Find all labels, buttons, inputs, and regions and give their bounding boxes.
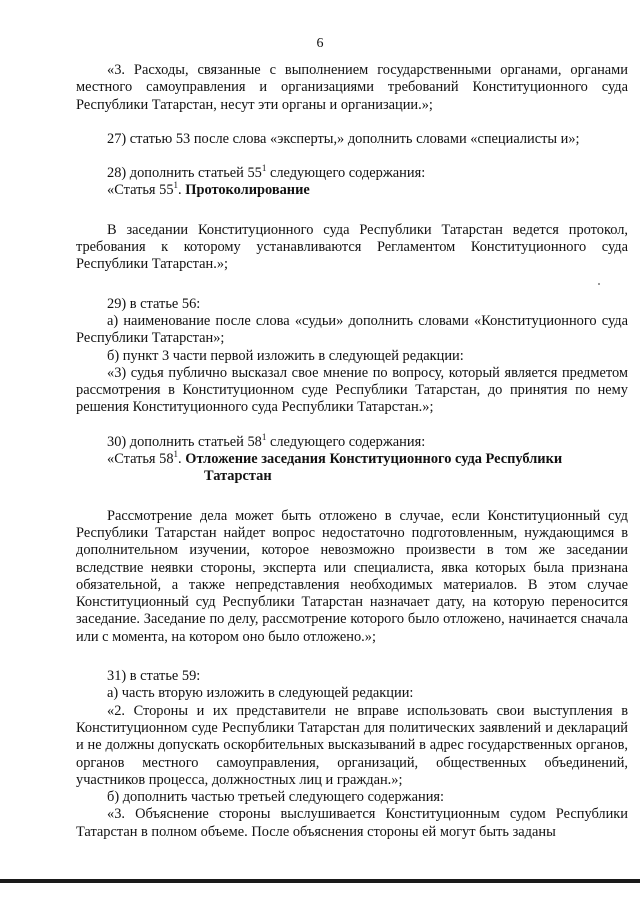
article-58-text: Рассмотрение дела может быть отложено в случае, если Конституционный суд Республики Татарстан найдет вопрос недостаточно подготовленным, нуждающимся в дополнительном изучении, которое невозможно произвести в том же заседании вследствие неявки стороны, эксперта или специалиста, явка которых была признана обязательной, а также непредставления необходимых материалов. В этом случае Конституционный суд Республики Татарстан назначает дату, на которую переносится заседание. Заседание по делу, рассмотрение которого было отложено, начинается сначала или с момента, на котором оно было отложено.»; — [76, 507, 628, 645]
paragraph-expenses: «3. Расходы, связанные с выполнением государственными органами, органами местного самоуправления и организациями требований Конституционного суда Республики Татарстан, несут эти органы и организации.»; — [76, 62, 628, 113]
item-31-b: б) дополнить частью третьей следующего содержания: — [107, 789, 445, 806]
item-30: 30) дополнить статьей $58^1$ следующего содержания: — [107, 431, 426, 450]
item-31: 31) в статье 59: — [107, 668, 201, 685]
item-28: 28) дополнить статьей $55^1$ следующего содержания: — [107, 163, 426, 182]
article-55-title: Протоколирование — [185, 182, 310, 199]
article-58-title: Отложение заседания Конституционного суда Республики Татарстан — [185, 451, 563, 485]
document-body — [76, 62, 628, 841]
item-29-c: «3) судья публично высказал свое мнение по вопросу, который является предметом рассмотрения в Конституционном суде Республики Татарстан, до принятия по нему решения Конституционного суда Республики Татарстан.»; — [76, 364, 628, 416]
article-58-heading: «Статья $58^1$. Отложение заседания Конституционного суда Республики Татарстан — [107, 449, 563, 485]
item-31-b-text: «3. Объяснение стороны выслушивается Конституционным судом Республики Татарстан в полном объеме. После объяснения стороны ей могут быть заданы — [76, 806, 628, 840]
item-31-a-text: «2. Стороны и их представители не вправе использовать свои выступления в Конституционном суде Республики Татарстан для политических заявлений и деклараций и не должны допускать оскорбительных высказываний в адрес государственных органов, органов местного самоуправления, организаций, общественных объединений, участников процесса, должностных лиц и граждан.»; — [76, 702, 628, 788]
article-55-heading: «Статья $55^1$. Протоколирование — [107, 180, 310, 199]
item-27: 27) статью 53 после слова «эксперты,» дополнить словами «специалисты и»; — [107, 130, 580, 147]
item-29-a: а) наименование после слова «судьи» дополнить словами «Конституционного суда Республики Татарстан»; — [76, 312, 628, 347]
item-31-a: а) часть вторую изложить в следующей редакции: — [107, 685, 414, 702]
scan-speck — [598, 283, 600, 285]
page-number: 6 — [316, 36, 324, 51]
article-55-text: В заседании Конституционного суда Республики Татарстан ведется протокол, требования к которому устанавливаются Регламентом Конституционного суда Республики Татарстан.»; — [76, 221, 628, 273]
item-29: 29) в статье 56: — [107, 295, 201, 312]
scan-bottom-edge — [0, 879, 640, 883]
item-29-b: б) пункт 3 части первой изложить в следующей редакции: — [107, 347, 464, 364]
